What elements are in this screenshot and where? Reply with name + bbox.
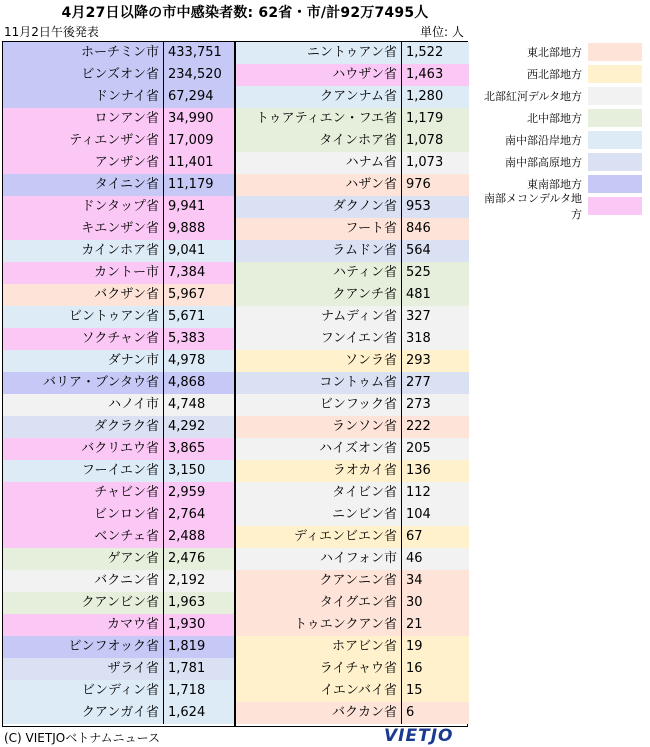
province-name: ハナム省 (236, 152, 402, 174)
case-count: 3,150 (168, 463, 206, 478)
legend-item (478, 192, 648, 221)
table-row (236, 416, 469, 438)
table-row (3, 86, 234, 108)
table-row (236, 614, 469, 636)
province-name: バリア・ブンタウ省 (3, 372, 164, 394)
table-row (236, 240, 469, 262)
case-count: 327 (406, 309, 431, 324)
page-title: 4月27日以降の市中感染者数: 62省・市/計92万7495人 (61, 5, 429, 21)
table-row (3, 548, 234, 570)
table-row (236, 482, 469, 504)
province-name: ベンチェ省 (3, 526, 164, 548)
legend-item (478, 41, 648, 63)
province-name: ダクラク省 (3, 416, 164, 438)
table-row (3, 636, 234, 658)
province-name: コントゥム省 (236, 372, 402, 394)
case-count: 9,041 (168, 243, 206, 258)
province-name: ナムディン省 (236, 306, 402, 328)
table-row (236, 438, 469, 460)
table-row (236, 196, 469, 218)
case-count: 234,520 (168, 67, 222, 82)
case-count: 1,073 (406, 155, 444, 170)
table-row (236, 592, 469, 614)
case-count: 277 (406, 375, 431, 390)
case-count: 5,383 (168, 331, 206, 346)
case-count: 67 (406, 529, 423, 544)
table-row (236, 570, 469, 592)
province-name: アンザン省 (3, 152, 164, 174)
table-row (236, 306, 469, 328)
table-column-right (236, 42, 469, 726)
table-row (3, 328, 234, 350)
case-count: 21 (406, 617, 423, 632)
legend-item (478, 63, 648, 85)
case-count: 564 (406, 243, 431, 258)
table-column-left (3, 42, 236, 726)
legend-label: 東北部地方 (527, 46, 582, 59)
case-count: 273 (406, 397, 431, 412)
province-name: クアンガイ省 (3, 702, 164, 724)
table-row (3, 658, 234, 680)
case-count: 481 (406, 287, 431, 302)
province-name: ソンラ省 (236, 350, 402, 372)
province-name: ティエンザン省 (3, 130, 164, 152)
table-row (3, 152, 234, 174)
table-row (3, 284, 234, 306)
province-name: ランソン省 (236, 416, 402, 438)
table-row (236, 504, 469, 526)
case-count: 5,967 (168, 287, 206, 302)
table-row (3, 460, 234, 482)
case-count: 4,978 (168, 353, 206, 368)
table-row (3, 526, 234, 548)
cases-table (2, 41, 468, 727)
table-row (236, 350, 469, 372)
province-name: ハノイ市 (3, 394, 164, 416)
legend-swatch (588, 131, 642, 149)
province-name: クアンビン省 (3, 592, 164, 614)
case-count: 1,522 (406, 45, 444, 60)
table-row (3, 108, 234, 130)
case-count: 1,179 (406, 111, 444, 126)
table-row (3, 702, 234, 724)
table-row (236, 262, 469, 284)
province-name: トゥアティエン・フエ省 (236, 108, 402, 130)
province-name: ハウザン省 (236, 64, 402, 86)
province-name: ダナン市 (3, 350, 164, 372)
table-row (236, 658, 469, 680)
case-count: 525 (406, 265, 431, 280)
province-name: チャビン省 (3, 482, 164, 504)
province-name: タイニン省 (3, 174, 164, 196)
case-count: 953 (406, 199, 431, 214)
table-row (236, 636, 469, 658)
legend-label: 東南部地方 (527, 178, 582, 191)
case-count: 15 (406, 683, 423, 698)
case-count: 17,009 (168, 133, 214, 148)
legend-label: 北中部地方 (527, 112, 582, 125)
table-row (236, 86, 469, 108)
legend-swatch (588, 65, 642, 83)
case-count: 1,963 (168, 595, 206, 610)
case-count: 1,718 (168, 683, 206, 698)
province-name: ライチャウ省 (236, 658, 402, 680)
case-count: 46 (406, 551, 423, 566)
case-count: 222 (406, 419, 431, 434)
province-name: ニンビン省 (236, 504, 402, 526)
table-row (236, 284, 469, 306)
table-row (3, 592, 234, 614)
table-row (3, 614, 234, 636)
case-count: 4,748 (168, 397, 206, 412)
table-row (3, 438, 234, 460)
table-row (236, 152, 469, 174)
case-count: 112 (406, 485, 431, 500)
table-row (3, 42, 234, 64)
case-count: 136 (406, 463, 431, 478)
case-count: 104 (406, 507, 431, 522)
province-name: ビンフオック省 (3, 636, 164, 658)
table-row (236, 702, 469, 724)
legend-label: 北部紅河デルタ地方 (483, 90, 582, 103)
table-row (3, 240, 234, 262)
province-name: ラムドン省 (236, 240, 402, 262)
table-row (3, 196, 234, 218)
province-name: ビンディン省 (3, 680, 164, 702)
legend-swatch (588, 153, 642, 171)
province-name: フーイエン省 (3, 460, 164, 482)
table-row (3, 570, 234, 592)
table-row (236, 394, 469, 416)
table-row (236, 548, 469, 570)
table-row (3, 218, 234, 240)
table-row (3, 64, 234, 86)
province-name: トゥエンクアン省 (236, 614, 402, 636)
table-row (236, 460, 469, 482)
case-count: 1,930 (168, 617, 206, 632)
table-row (236, 174, 469, 196)
table-row (3, 262, 234, 284)
table-row (3, 306, 234, 328)
table-row (3, 680, 234, 702)
case-count: 19 (406, 639, 423, 654)
table-row (3, 416, 234, 438)
case-count: 16 (406, 661, 423, 676)
province-name: ビントゥアン省 (3, 306, 164, 328)
province-name: ディエンビエン省 (236, 526, 402, 548)
case-count: 2,959 (168, 485, 206, 500)
legend-swatch (588, 197, 642, 215)
table-row (3, 394, 234, 416)
province-name: カントー市 (3, 262, 164, 284)
province-name: ビンロン省 (3, 504, 164, 526)
province-name: カマウ省 (3, 614, 164, 636)
legend-swatch (588, 43, 642, 61)
province-name: クアンナム省 (236, 86, 402, 108)
legend-item (478, 85, 648, 107)
table-row (3, 372, 234, 394)
case-count: 9,941 (168, 199, 206, 214)
province-name: ホーチミン市 (3, 42, 164, 64)
case-count: 318 (406, 331, 431, 346)
case-count: 3,865 (168, 441, 206, 456)
vietjo-logo: VIETJO (384, 726, 454, 746)
legend-label: 南中部高原地方 (505, 156, 582, 169)
legend-label: 西北部地方 (527, 68, 582, 81)
case-count: 9,888 (168, 221, 206, 236)
legend-item (478, 107, 648, 129)
table-row (236, 130, 469, 152)
province-name: ソクチャン省 (3, 328, 164, 350)
legend-item (478, 129, 648, 151)
table-row (236, 64, 469, 86)
case-count: 2,488 (168, 529, 206, 544)
case-count: 976 (406, 177, 431, 192)
case-count: 11,179 (168, 177, 214, 192)
province-name: バクザン省 (3, 284, 164, 306)
case-count: 1,463 (406, 67, 444, 82)
table-row (236, 526, 469, 548)
province-name: ハザン省 (236, 174, 402, 196)
province-name: タイビン省 (236, 482, 402, 504)
case-count: 67,294 (168, 89, 214, 104)
case-count: 1,078 (406, 133, 444, 148)
province-name: ロンアン省 (3, 108, 164, 130)
province-name: フート省 (236, 218, 402, 240)
table-row (3, 350, 234, 372)
province-name: ビンズオン省 (3, 64, 164, 86)
case-count: 30 (406, 595, 423, 610)
legend-label: 南中部沿岸地方 (505, 134, 582, 147)
legend-swatch (588, 87, 642, 105)
case-count: 4,292 (168, 419, 206, 434)
province-name: ラオカイ省 (236, 460, 402, 482)
table-row (236, 328, 469, 350)
province-name: ニントゥアン省 (236, 42, 402, 64)
case-count: 1,819 (168, 639, 206, 654)
case-count: 2,764 (168, 507, 206, 522)
province-name: タインホア省 (236, 130, 402, 152)
table-row (236, 680, 469, 702)
legend-item (478, 151, 648, 173)
province-name: ザライ省 (3, 658, 164, 680)
province-name: キエンザン省 (3, 218, 164, 240)
table-row (236, 218, 469, 240)
case-count: 2,192 (168, 573, 206, 588)
province-name: カインホア省 (3, 240, 164, 262)
province-name: ビンフック省 (236, 394, 402, 416)
province-name: ドンナイ省 (3, 86, 164, 108)
province-name: ゲアン省 (3, 548, 164, 570)
table-row (3, 504, 234, 526)
legend-label: 南部メコンデルタ地方 (483, 192, 582, 221)
case-count: 4,868 (168, 375, 206, 390)
legend-swatch (588, 109, 642, 127)
case-count: 1,624 (168, 705, 206, 720)
table-row (3, 174, 234, 196)
case-count: 7,384 (168, 265, 206, 280)
province-name: ハティン省 (236, 262, 402, 284)
case-count: 2,476 (168, 551, 206, 566)
case-count: 6 (406, 705, 415, 720)
province-name: バクニン省 (3, 570, 164, 592)
province-name: ハイズオン省 (236, 438, 402, 460)
case-count: 205 (406, 441, 431, 456)
province-name: ホアビン省 (236, 636, 402, 658)
copyright-credit: (C) VIETJOベトナムニュース (4, 731, 161, 745)
table-row (236, 42, 469, 64)
unit-label: 単位: 人 (420, 25, 464, 39)
case-count: 293 (406, 353, 431, 368)
province-name: イエンバイ省 (236, 680, 402, 702)
province-name: ドンタップ省 (3, 196, 164, 218)
case-count: 11,401 (168, 155, 214, 170)
province-name: バクカン省 (236, 702, 402, 724)
announcement-date: 11月2日午後発表 (4, 25, 99, 39)
province-name: フンイエン省 (236, 328, 402, 350)
province-name: ダクノン省 (236, 196, 402, 218)
province-name: クアンニン省 (236, 570, 402, 592)
case-count: 1,280 (406, 89, 444, 104)
case-count: 433,751 (168, 45, 222, 60)
legend-swatch (588, 175, 642, 193)
table-row (236, 372, 469, 394)
province-name: ハイフォン市 (236, 548, 402, 570)
province-name: タイグエン省 (236, 592, 402, 614)
case-count: 34 (406, 573, 423, 588)
case-count: 1,781 (168, 661, 206, 676)
province-name: クアンチ省 (236, 284, 402, 306)
case-count: 5,671 (168, 309, 206, 324)
case-count: 846 (406, 221, 431, 236)
table-row (3, 130, 234, 152)
table-row (236, 108, 469, 130)
province-name: バクリエウ省 (3, 438, 164, 460)
table-row (3, 482, 234, 504)
case-count: 34,990 (168, 111, 214, 126)
